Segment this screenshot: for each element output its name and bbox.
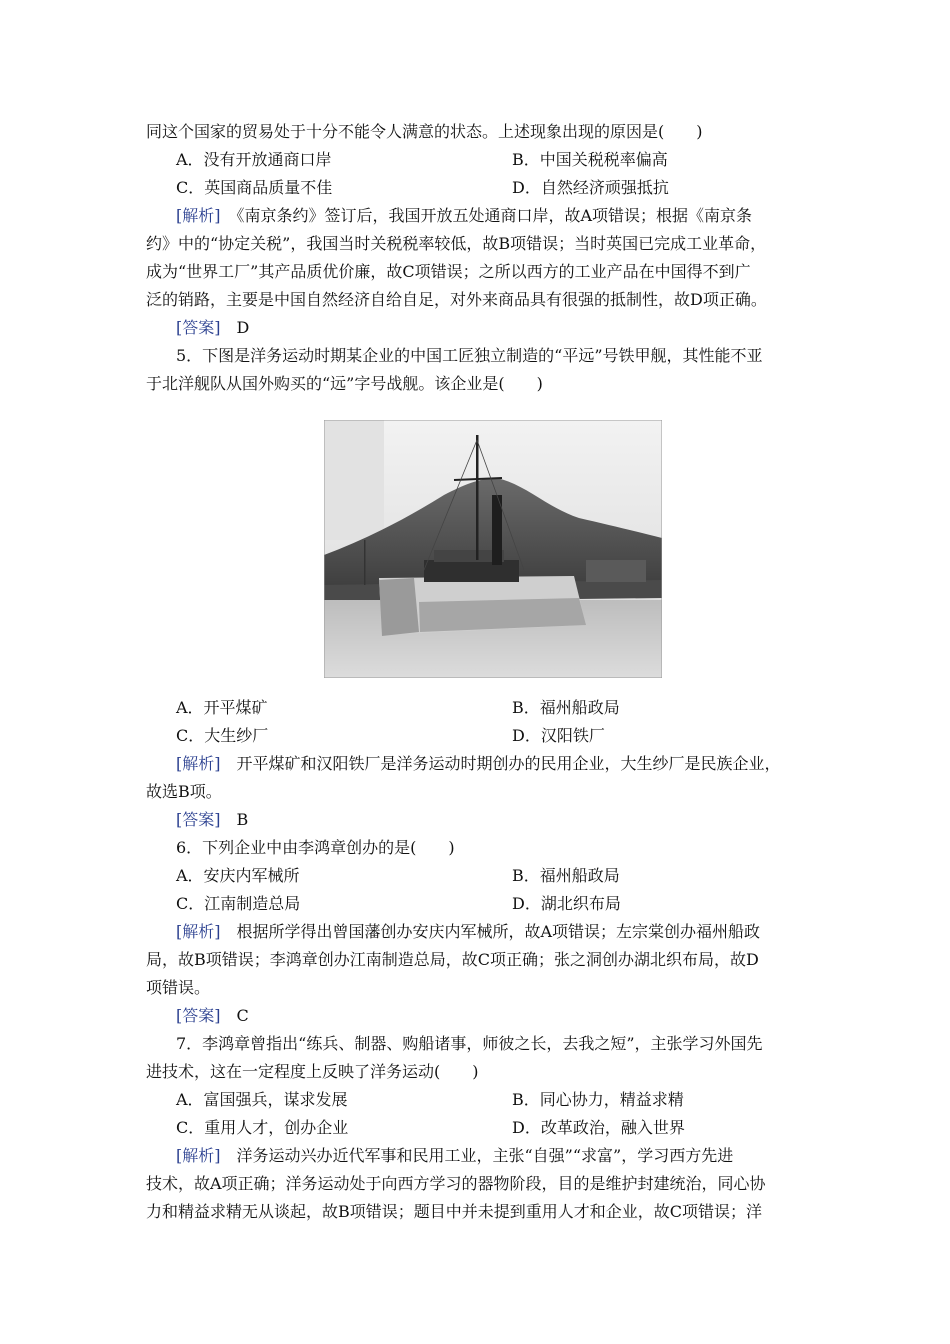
answer-tag: [答案]	[176, 318, 221, 337]
q4-analysis-line-3: 成为“世界工厂”其产品质优价廉，故C项错误；之所以西方的工业产品在中国得不到广	[146, 262, 751, 281]
q6-option-a: A．安庆内军械所	[176, 866, 300, 885]
q5-option-d: D．汉阳铁厂	[512, 726, 605, 745]
q6-option-b: B．福州船政局	[512, 866, 620, 885]
q7-analysis-line-3: 力和精益求精无从谈起，故B项错误；题目中并未提到重用人才和企业，故C项错误；洋	[146, 1202, 763, 1221]
q5-option-a: A．开平煤矿	[176, 698, 268, 717]
q4-option-a: A．没有开放通商口岸	[176, 150, 332, 169]
answer-tag: [答案]	[176, 1006, 221, 1025]
q4-analysis-line-1	[176, 206, 856, 226]
q6-analysis-line-3: 项错误。	[146, 978, 211, 997]
analysis-tag: [解析]	[176, 922, 221, 941]
q4-analysis-line-4: 泛的销路，主要是中国自然经济自给自足，对外来商品具有很强的抵制性，故D项正确。	[146, 290, 767, 309]
analysis-text: 《南京条约》签订后，我国开放五处通商口岸，故A项错误；根据《南京条	[220, 206, 753, 225]
answer-value: D	[220, 318, 250, 337]
q4-analysis-line-2: 约》中的“协定关税”，我国当时关税税率较低，故B项错误；当时英国已完成工业革命，	[146, 234, 767, 253]
q5-stem-line-2: 于北洋舰队从国外购买的“远”字号战舰。该企业是( )	[146, 374, 543, 393]
q4-stem: 同这个国家的贸易处于十分不能令人满意的状态。上述现象出现的原因是( )	[146, 122, 703, 141]
q7-option-c: C．重用人才，创办企业	[176, 1118, 349, 1137]
q7-analysis-line-2: 技术，故A项正确；洋务运动处于向西方学习的器物阶段，目的是维护封建统治，同心协	[146, 1174, 766, 1193]
q4-answer	[176, 318, 856, 338]
q5-analysis-line-2: 故选B项。	[146, 782, 222, 801]
q5-option-b: B．福州船政局	[512, 698, 620, 717]
q5-analysis-line-1	[176, 754, 856, 774]
q7-stem-line-1: 7．李鸿章曾指出“练兵、制器、购船诸事，师彼之长，去我之短”，主张学习外国先	[176, 1034, 763, 1053]
q4-option-d: D．自然经济顽强抵抗	[512, 178, 669, 197]
q6-answer	[176, 1006, 856, 1026]
analysis-tag: [解析]	[176, 754, 221, 773]
q5-option-c: C．大生纱厂	[176, 726, 269, 745]
analysis-text: 开平煤矿和汉阳铁厂是洋务运动时期创办的民用企业，大生纱厂是民族企业，	[220, 754, 781, 773]
ironclad-ship-photo	[324, 420, 662, 678]
q7-option-a: A．富国强兵，谋求发展	[176, 1090, 348, 1109]
answer-value: B	[220, 810, 249, 829]
q5-answer	[176, 810, 856, 830]
q6-stem: 6．下列企业中由李鸿章创办的是( )	[176, 838, 455, 857]
analysis-tag: [解析]	[176, 1146, 221, 1165]
q6-option-d: D．湖北织布局	[512, 894, 621, 913]
q7-analysis-line-1	[176, 1146, 856, 1166]
q7-option-b: B．同心协力，精益求精	[512, 1090, 684, 1109]
q4-option-b: B．中国关税税率偏高	[512, 150, 668, 169]
q6-analysis-line-2: 局，故B项错误；李鸿章创办江南制造总局，故C项正确；张之洞创办湖北织布局，故D	[146, 950, 759, 969]
analysis-tag: [解析]	[176, 206, 221, 225]
q4-option-c: C．英国商品质量不佳	[176, 178, 333, 197]
q6-option-c: C．江南制造总局	[176, 894, 301, 913]
analysis-text: 根据所学得出曾国藩创办安庆内军械所，故A项错误；左宗棠创办福州船政	[220, 922, 761, 941]
q6-analysis-line-1	[176, 922, 856, 942]
q7-stem-line-2: 进技术，这在一定程度上反映了洋务运动( )	[146, 1062, 479, 1081]
answer-tag: [答案]	[176, 810, 221, 829]
q7-option-d: D．改革政治，融入世界	[512, 1118, 685, 1137]
answer-value: C	[220, 1006, 249, 1025]
analysis-text: 洋务运动兴办近代军事和民用工业，主张“自强”“求富”，学习西方先进	[220, 1146, 734, 1165]
q5-stem-line-1: 5．下图是洋务运动时期某企业的中国工匠独立制造的“平远”号铁甲舰，其性能不亚	[176, 346, 763, 365]
